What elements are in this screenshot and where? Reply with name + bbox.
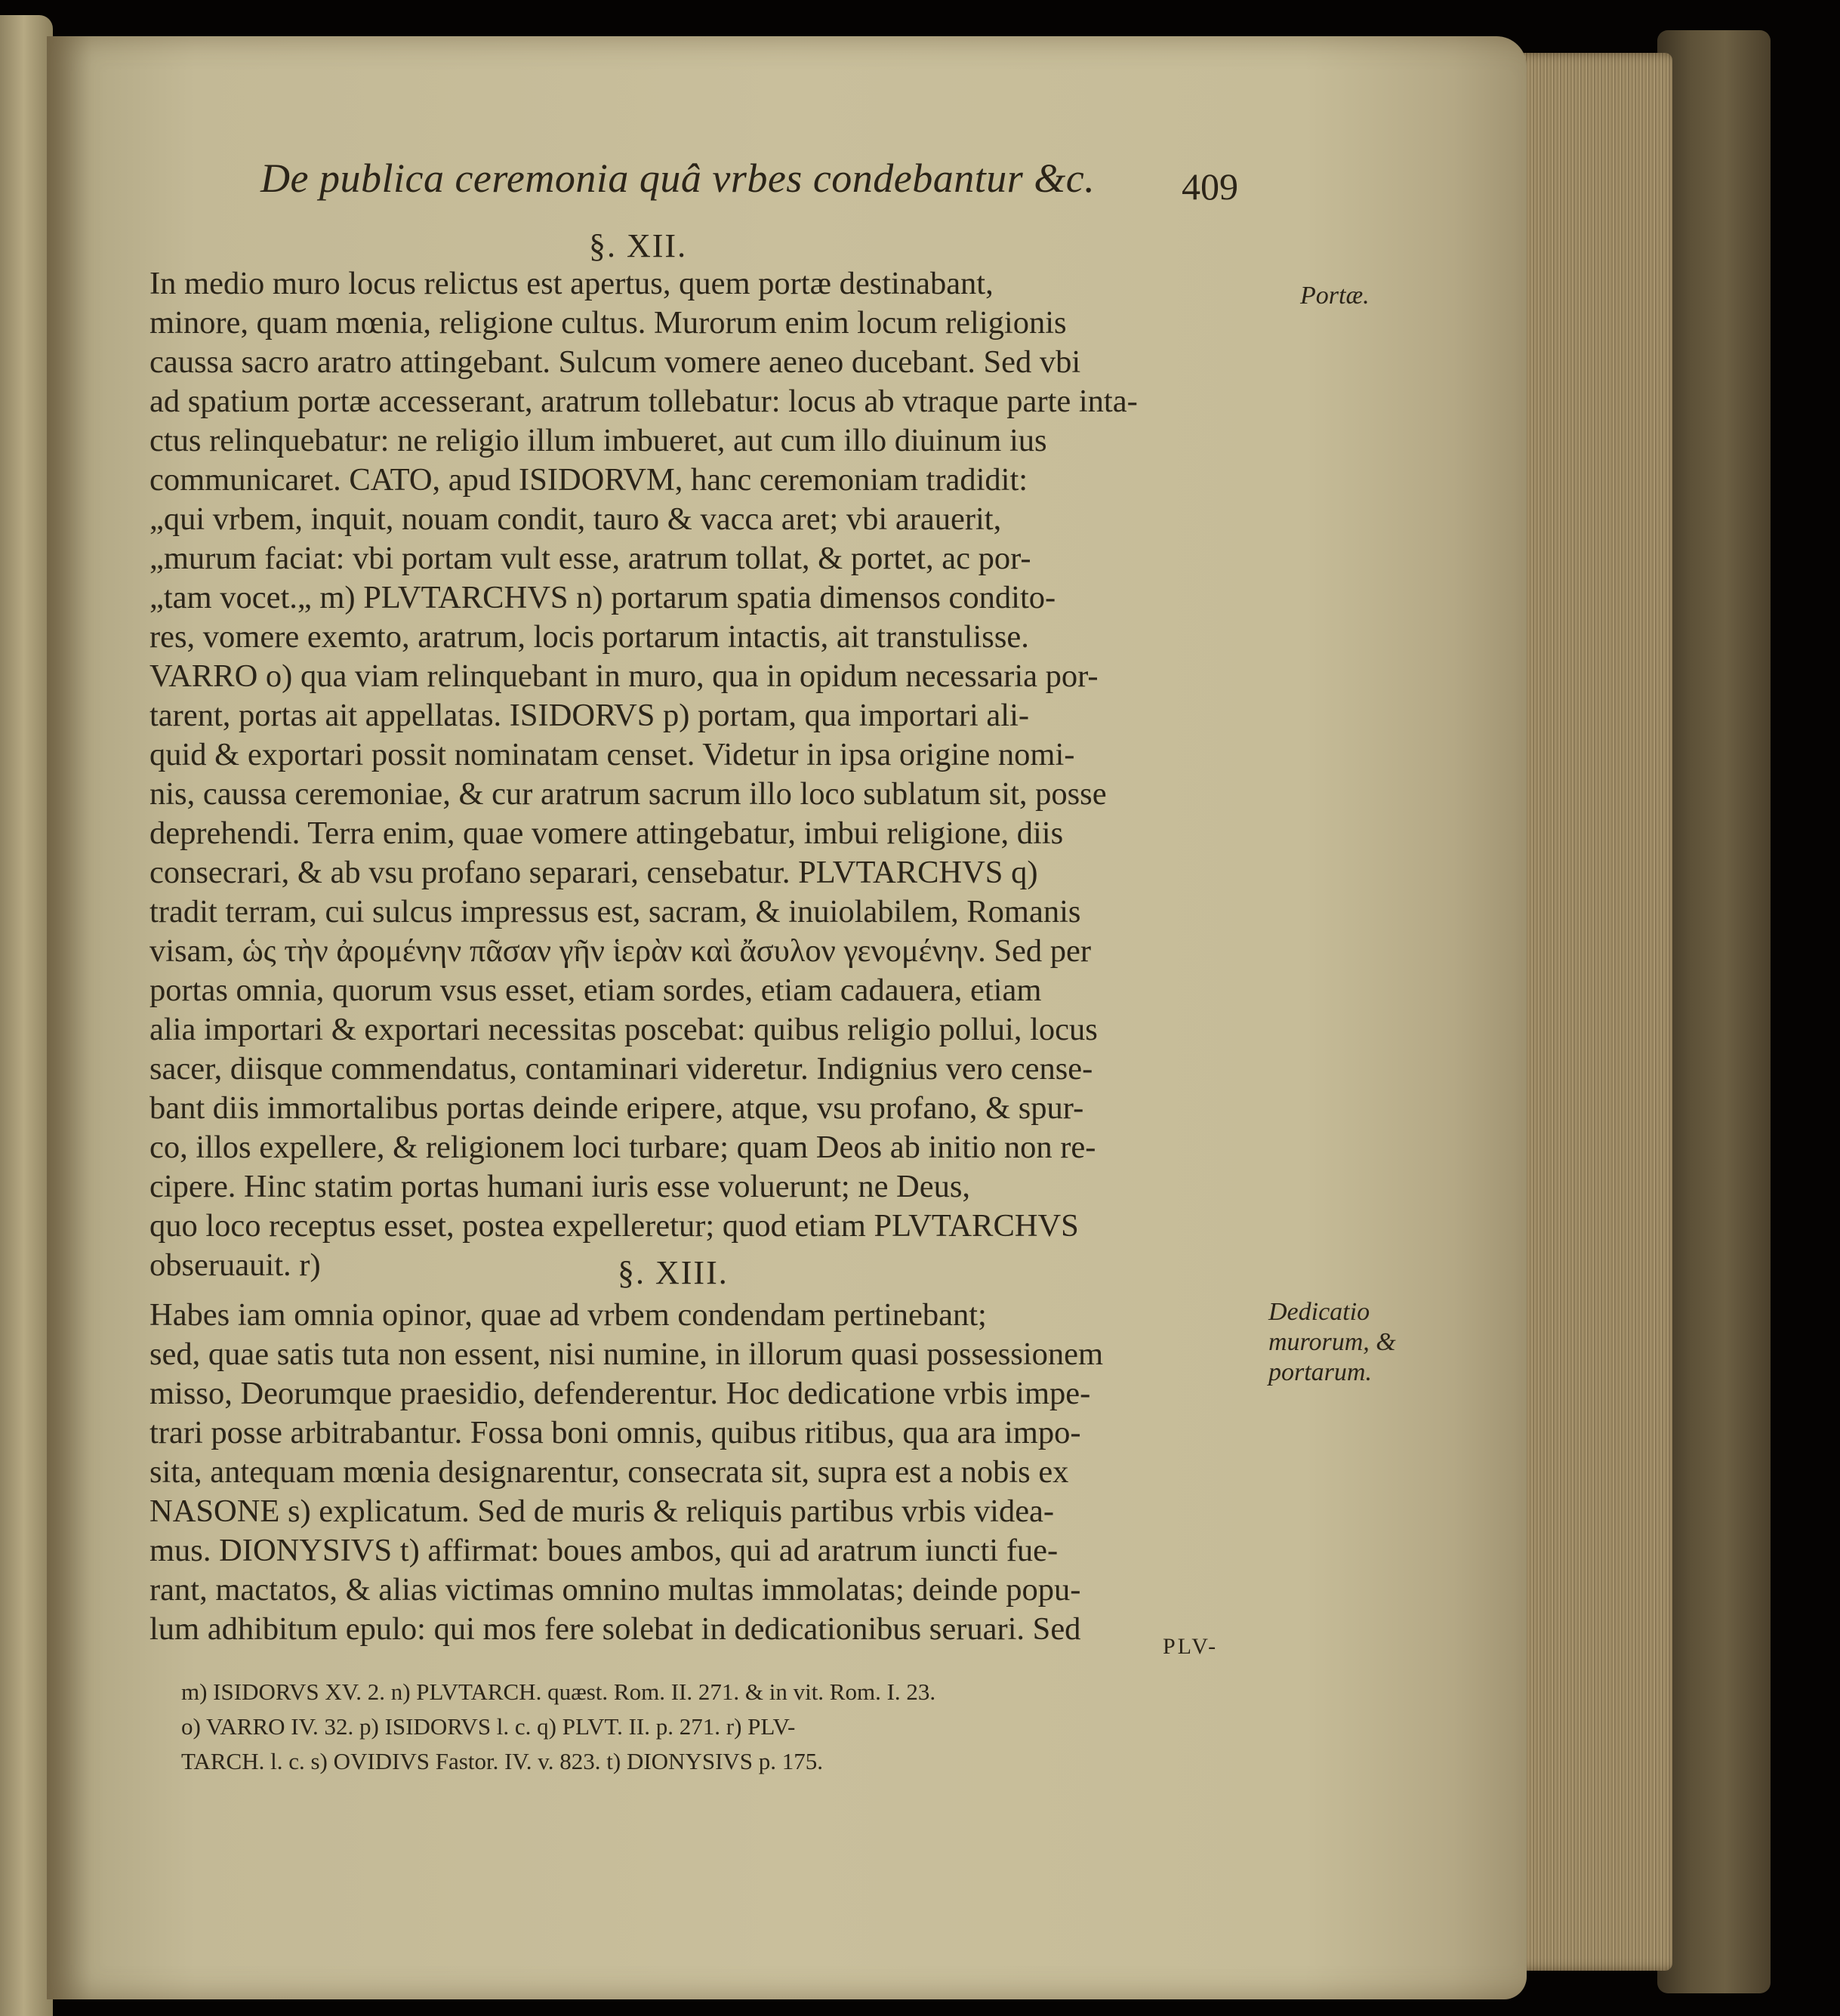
text-line: sed, quae satis tuta non essent, nisi numine, in illorum quasi possessionem xyxy=(149,1336,1104,1372)
footnote-line: m) ISIDORVS XV. 2. n) PLVTARCH. quæst. Rom. II. 271. & in vit. Rom. I. 23. xyxy=(181,1678,936,1705)
footnote-line: o) VARRO IV. 32. p) ISIDORVS l. c. q) PLVT. II. p. 271. r) PLV- xyxy=(181,1713,796,1740)
text-line: nis, caussa ceremoniae, & cur aratrum sacrum illo loco sublatum sit, posse xyxy=(149,776,1107,812)
footnote-line: TARCH. l. c. s) OVIDIVS Fastor. IV. v. 823. t) DIONYSIVS p. 175. xyxy=(181,1748,824,1774)
text-line: „tam vocet.„ m) PLVTARCHVS n) portarum spatia dimensos condito- xyxy=(149,580,1056,615)
text-line: cipere. Hinc statim portas humani iuris esse voluerunt; ne Deus, xyxy=(149,1169,971,1204)
text-line: portas omnia, quorum vsus esset, etiam sordes, etiam cadauera, etiam xyxy=(149,973,1042,1008)
text-line: ctus relinquebatur: ne religio illum imbueret, aut cum illo diuinum ius xyxy=(149,423,1047,458)
text-line: caussa sacro aratro attingebant. Sulcum vomere aeneo ducebant. Sed vbi xyxy=(149,344,1081,380)
page-number: 409 xyxy=(1182,165,1238,208)
text-line: quid & exportari possit nominatam censet. Videtur in ipsa origine nomi- xyxy=(149,737,1075,772)
text-line: tarent, portas ait appellatas. ISIDORVS p) portam, qua importari ali- xyxy=(149,698,1030,733)
margin-note-line: murorum, & xyxy=(1268,1328,1396,1356)
text-line: NASONE s) explicatum. Sed de muris & reliquis partibus vrbis videa- xyxy=(149,1494,1055,1529)
text-line: tradit terram, cui sulcus impressus est, sacram, & inuiolabilem, Romanis xyxy=(149,894,1081,929)
previous-page-edge xyxy=(0,15,53,2016)
book-cover xyxy=(1657,30,1771,1993)
text-line: co, illos expellere, & religionem loci turbare; quam Deos ab initio non re- xyxy=(149,1130,1096,1165)
text-line: ad spatium portæ accesserant, aratrum tollebatur: locus ab vtraque parte inta- xyxy=(149,384,1138,419)
text-line: bant diis immortalibus portas deinde eripere, atque, vsu profano, & spur- xyxy=(149,1090,1084,1126)
margin-note-portae: Portæ. xyxy=(1300,282,1370,310)
text-line: deprehendi. Terra enim, quae vomere attingebatur, imbui religione, diis xyxy=(149,815,1064,851)
text-line: VARRO o) qua viam relinquebant in muro, qua in opidum necessaria por- xyxy=(149,658,1099,694)
running-head: De publica ceremonia quâ vrbes condebantur &c. xyxy=(260,156,1096,201)
section-12-text xyxy=(149,264,1259,1285)
margin-note-dedicatio xyxy=(1268,1297,1419,1388)
section-heading-12: §. XII. xyxy=(589,227,688,264)
text-line: alia importari & exportari necessitas poscebat: quibus religio pollui, locus xyxy=(149,1012,1098,1047)
text-line: quo loco receptus esset, postea expelleretur; quod etiam PLVTARCHVS xyxy=(149,1208,1079,1244)
text-line: mus. DIONYSIVS t) affirmat: boues ambos, qui ad aratrum iuncti fue- xyxy=(149,1533,1059,1568)
text-line: „qui vrbem, inquit, nouam condit, tauro & vacca aret; vbi arauerit, xyxy=(149,501,1002,537)
text-line: rant, mactatos, & alias victimas omnino multas immolatas; deinde popu- xyxy=(149,1572,1081,1608)
section-13-text xyxy=(149,1296,1259,1649)
text-line: sita, antequam mœnia designarentur, consecrata sit, supra est a nobis ex xyxy=(149,1454,1069,1490)
text-line: In medio muro locus relictus est apertus, quem portæ destinabant, xyxy=(149,266,994,301)
text-line: obseruauit. r) xyxy=(149,1247,321,1283)
text-line: consecrari, & ab vsu profano separari, censebatur. PLVTARCHVS q) xyxy=(149,855,1038,890)
footnotes xyxy=(181,1675,1238,1779)
text-line: res, vomere exemto, aratrum, locis portarum intactis, ait transtulisse. xyxy=(149,619,1029,655)
text-line: trari posse arbitrabantur. Fossa boni omnis, quibus ritibus, qua ara impo- xyxy=(149,1415,1081,1450)
section-heading-13: §. XIII. xyxy=(618,1254,729,1291)
text-line: communicaret. CATO, apud ISIDORVM, hanc ceremoniam tradidit: xyxy=(149,462,1028,498)
text-line: minore, quam mœnia, religione cultus. Murorum enim locum religionis xyxy=(149,305,1067,341)
text-line: „murum faciat: vbi portam vult esse, aratrum tollat, & portet, ac por- xyxy=(149,541,1031,576)
text-line: Habes iam omnia opinor, quae ad vrbem condendam pertinebant; xyxy=(149,1297,987,1333)
text-line: visam, ὡς τὴν ἀρομένην πᾶσαν γῆν ἱερὰν καὶ ἄσυλον γενομένην. Sed per xyxy=(149,933,1092,969)
text-line: sacer, diisque commendatus, contaminari videretur. Indignius vero cense- xyxy=(149,1051,1093,1087)
text-line: lum adhibitum epulo: qui mos fere solebat in dedicationibus seruari. Sed xyxy=(149,1611,1081,1647)
margin-note-line: portarum. xyxy=(1268,1358,1372,1386)
catchword: PLV- xyxy=(1163,1634,1219,1659)
margin-note-line: Dedicatio xyxy=(1268,1298,1370,1326)
text-line: misso, Deorumque praesidio, defenderentur. Hoc dedicatione vrbis impe- xyxy=(149,1376,1091,1411)
